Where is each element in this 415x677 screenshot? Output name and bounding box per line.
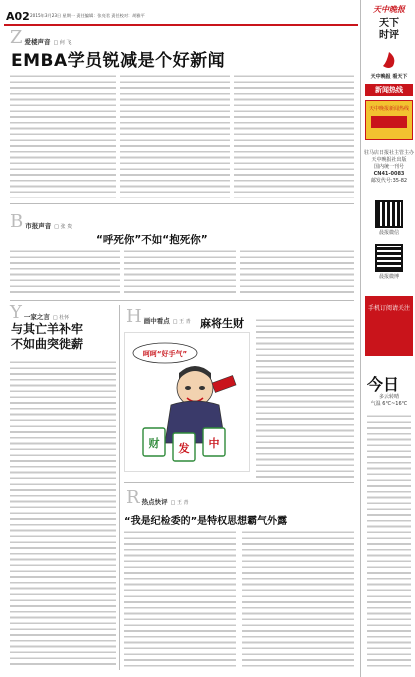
author-byline: □ 王 青	[170, 500, 189, 506]
section-letter: R	[126, 487, 140, 508]
section-title: 市报声音	[25, 222, 52, 230]
cartoon-frame	[124, 332, 250, 472]
brand-logo: 天中晚报	[373, 5, 405, 14]
info-line: 邮发代号:35-82	[370, 178, 408, 184]
author-byline: □ 何 飞	[53, 40, 72, 46]
section-title: 爱楼声音	[24, 38, 51, 46]
date-line: 2015年3月23日 星期一 责任编辑：张亮君 责任校对：胡雅平	[30, 13, 145, 18]
divider	[10, 300, 354, 301]
section-title: 热点快评	[141, 498, 168, 506]
third-body-col	[10, 360, 116, 668]
divider	[10, 203, 354, 204]
brand-line: 天中晚报 看天下	[370, 74, 408, 80]
section-letter: Y	[10, 302, 22, 323]
qr-label: 晨报微博	[378, 274, 399, 280]
hotline-banner: 新闻热线	[365, 84, 413, 96]
hotline-label: 天中晚报新闻热线	[368, 106, 409, 112]
masthead-rule	[4, 24, 358, 26]
section-title: 画中看点	[143, 317, 170, 325]
section-letter: H	[126, 306, 142, 327]
ad-banner: 手机订阅请关注	[365, 296, 413, 356]
weather-date: 今日	[367, 375, 400, 394]
author-byline: □ 王 青	[172, 319, 191, 325]
cartoon-section-head	[126, 306, 191, 327]
second-headline: “呼死你”不如“抱死你”	[96, 234, 208, 246]
section-letter: B	[10, 211, 24, 232]
section-label: 天下 时评	[379, 18, 399, 41]
tile-character: 发	[178, 442, 190, 455]
speech-bubble	[133, 343, 197, 363]
second-body-col-3	[240, 249, 354, 297]
author-byline: □ 张 贵	[54, 224, 73, 230]
qr-code	[375, 244, 403, 272]
tile-character: 中	[208, 437, 220, 450]
fourth-section-head	[126, 487, 189, 508]
cartoon-title: 麻将生财	[200, 317, 244, 330]
weather-text: 气温 6℃~16℃	[370, 401, 408, 407]
sidebar-body	[367, 414, 411, 668]
right-body-col-upper	[256, 318, 354, 478]
info-line: 国内统一刊号	[373, 164, 404, 170]
speech-text: 呵呵“好手气”	[142, 350, 188, 358]
second-section-head	[10, 211, 73, 232]
info-line: 驻马店日报社主管主办	[363, 150, 414, 156]
sidebar-divider	[360, 0, 361, 677]
weather-text: 多云转晴	[378, 394, 399, 400]
lead-body-col-1	[10, 74, 116, 198]
lead-body-col-3	[234, 74, 354, 198]
right-sidebar	[363, 0, 415, 677]
divider	[124, 482, 354, 483]
cartoon-illustration	[125, 333, 249, 471]
qr-label: 晨报微信	[378, 230, 399, 236]
column-divider	[119, 305, 120, 670]
info-line: CN41-0083	[373, 171, 405, 177]
third-headline: 与其亡羊补牢 不如曲突徙薪	[11, 322, 84, 351]
mahjong-tiles	[143, 428, 225, 461]
author-byline: □ 杜怀	[52, 315, 70, 321]
second-body-col-1	[10, 249, 120, 297]
section-letter: Z	[10, 27, 23, 48]
hotline-number-block	[371, 116, 407, 128]
publisher-info	[363, 150, 415, 185]
qr-code	[375, 200, 403, 228]
sidebar-logo-icon	[379, 50, 399, 72]
tile-character: 财	[148, 437, 160, 450]
third-section-head	[10, 302, 70, 323]
fourth-body-col-2	[242, 530, 354, 668]
hotline-box	[365, 100, 413, 140]
second-body-col-2	[124, 249, 236, 297]
section-title: 一家之言	[23, 313, 50, 321]
page-number: A02	[6, 10, 30, 23]
lead-body-col-2	[120, 74, 230, 198]
lead-section-head	[10, 27, 72, 48]
fourth-body-col-1	[124, 530, 236, 668]
lead-headline: EMBA学员锐减是个好新闻	[11, 51, 226, 71]
info-line: 天中晚报社出版	[371, 157, 407, 163]
fourth-headline: “我是纪检委的”是特权思想霸气外露	[124, 516, 288, 527]
